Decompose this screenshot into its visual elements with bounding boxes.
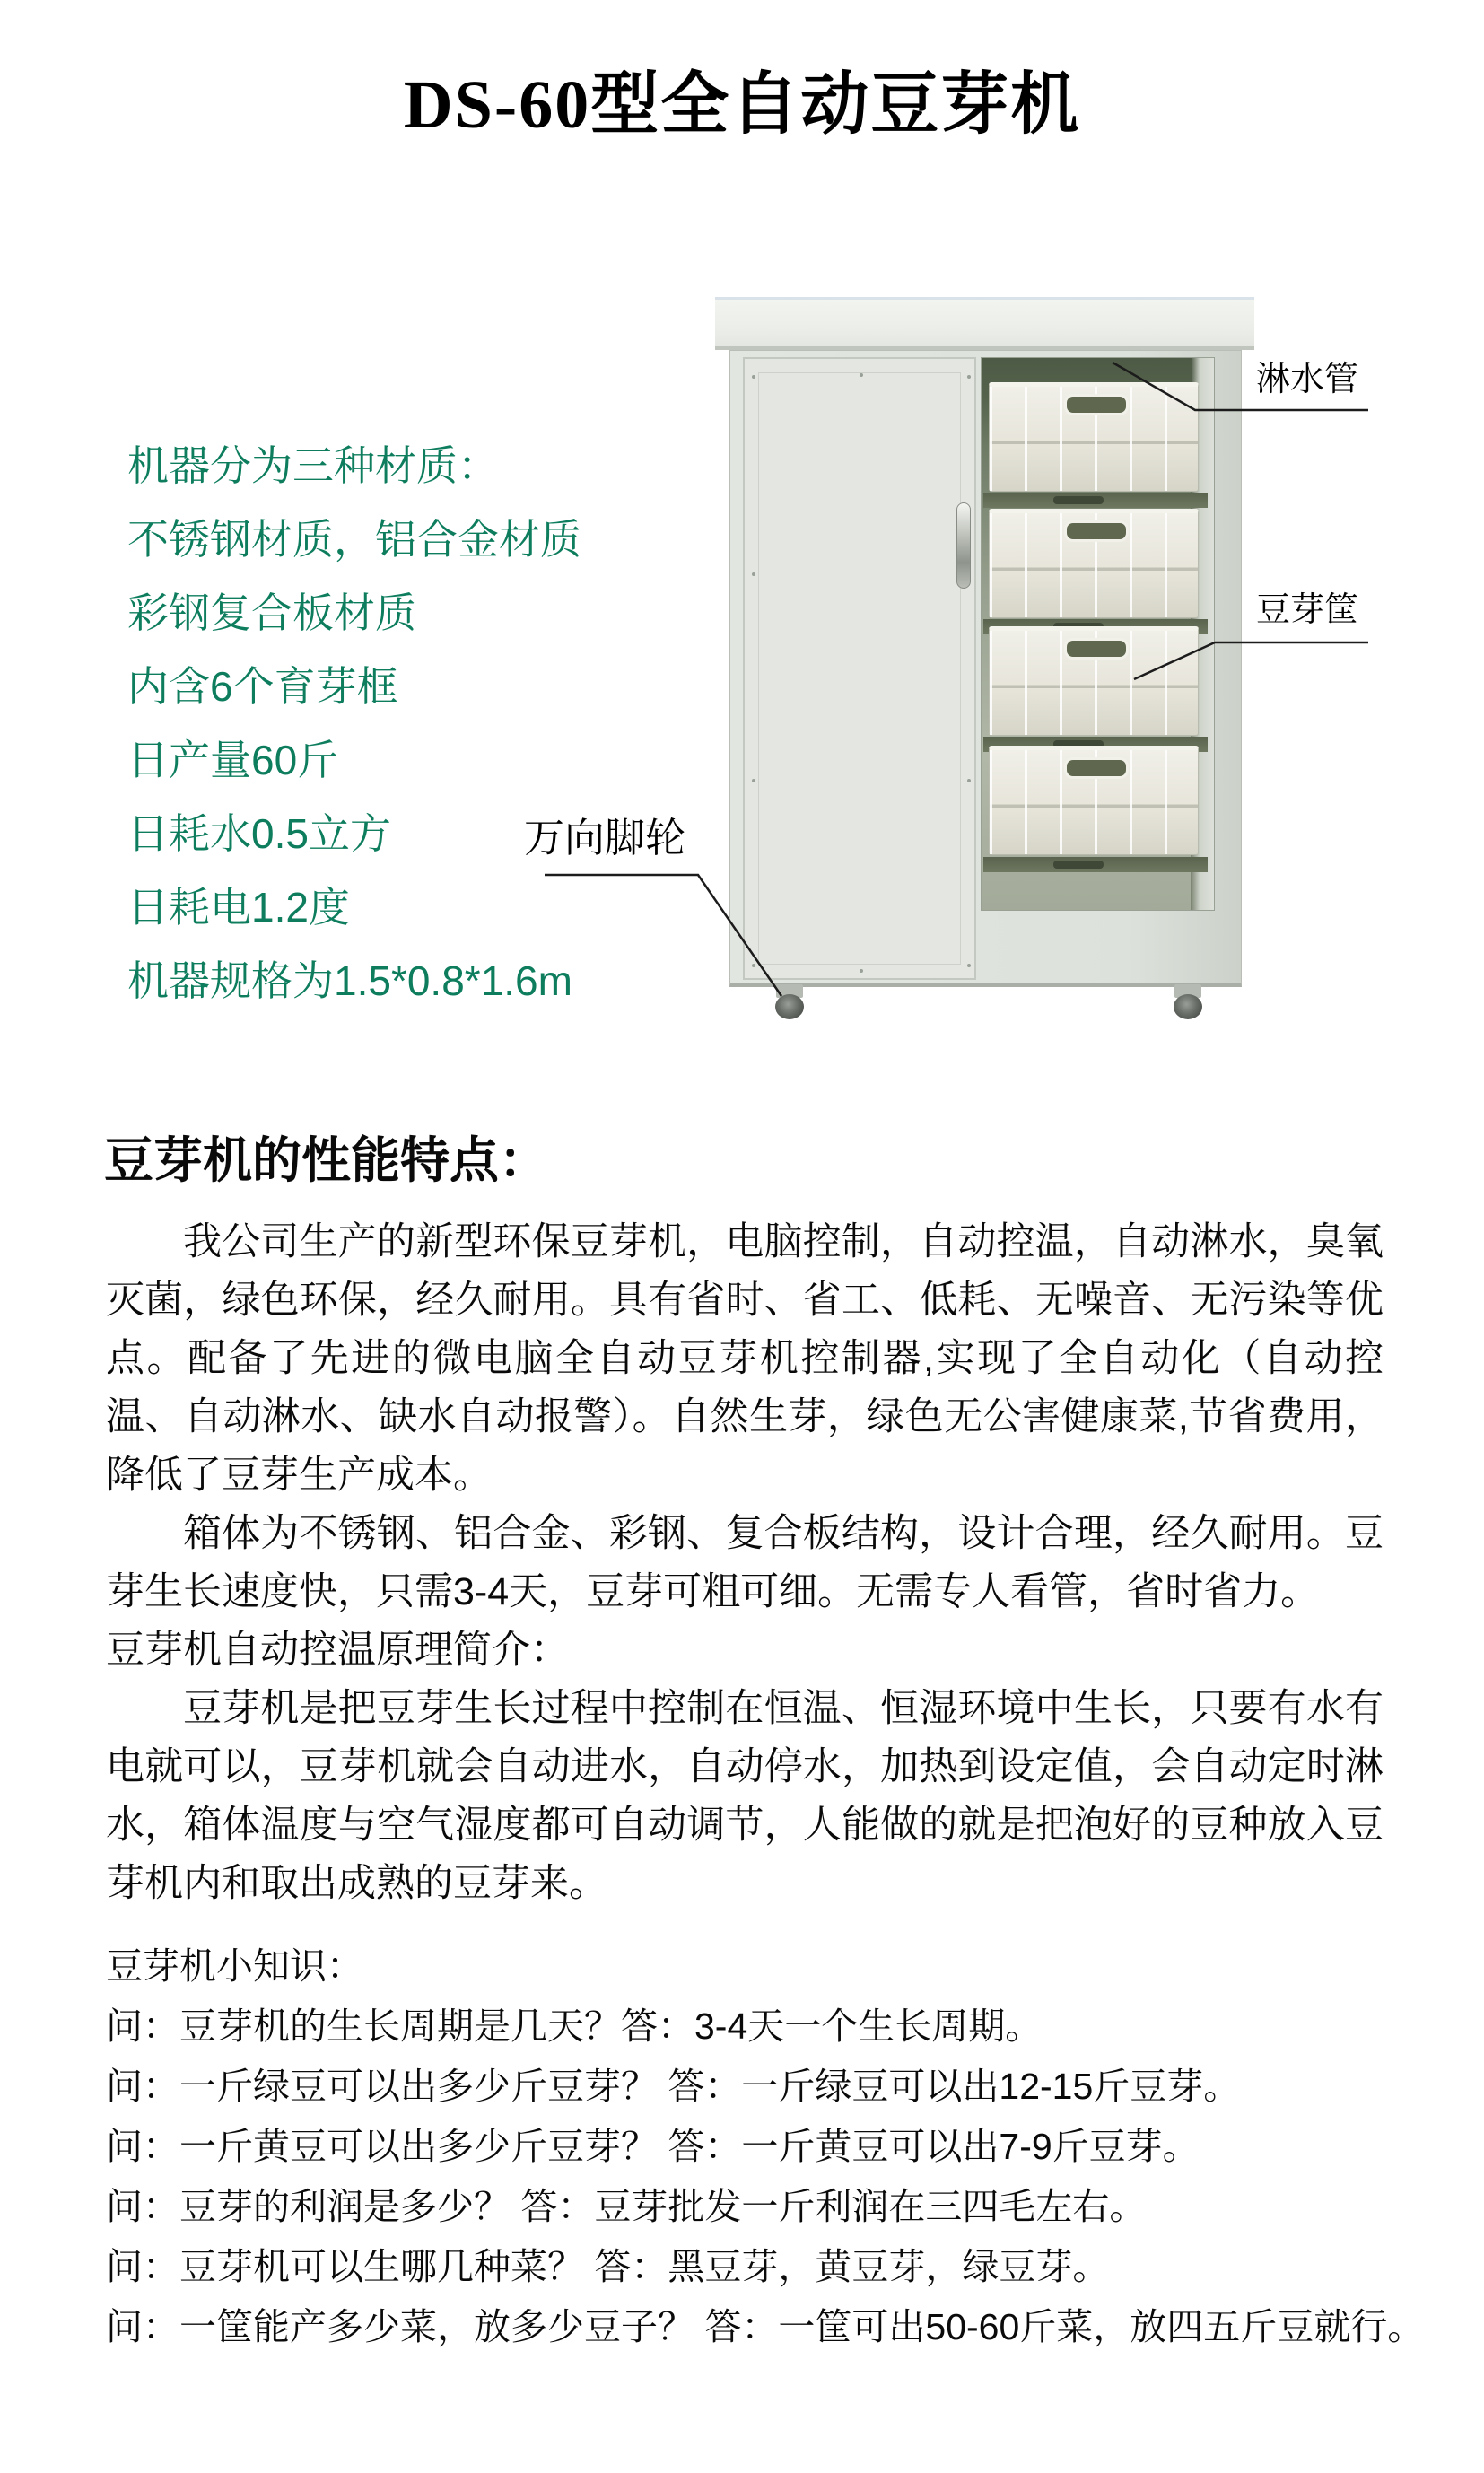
faq-section <box>106 1936 1425 2357</box>
spec-list <box>127 429 630 1018</box>
shelf-slot <box>1053 496 1104 504</box>
sprout-basket-label: 豆芽筐 <box>1256 591 1359 629</box>
spec-line-steel: 不锈钢材质，铝合金材质 <box>127 516 581 563</box>
spec-line-power: 日耗电1.2度 <box>127 884 350 931</box>
machine-door <box>743 357 976 980</box>
spec-line-materials: 机器分为三种材质： <box>127 442 499 489</box>
sprout-crate <box>989 626 1199 736</box>
caster-wheel <box>768 984 811 1020</box>
shelf-gap <box>983 493 1208 508</box>
caster-wheel-tire <box>775 994 804 1019</box>
caster-wheel <box>1166 984 1209 1020</box>
shelf-slot <box>1053 861 1104 869</box>
crate-handle-slot <box>1064 757 1129 779</box>
sprout-crate <box>989 382 1199 492</box>
machine-roof <box>715 297 1254 350</box>
crate-handle-slot <box>1064 520 1129 542</box>
spec-line-trays: 内含6个育芽框 <box>127 663 398 710</box>
door-screws <box>752 375 755 379</box>
crate-handle-slot <box>1064 394 1129 415</box>
spec-line-panel: 彩钢复合板材质 <box>127 590 416 636</box>
faq-item-types: 问：豆芽机可以生哪几种菜？ 答：黑豆芽，黄豆芽，绿豆芽。 <box>106 2246 1110 2287</box>
principle-paragraph: 豆芽机是把豆芽生长过程中控制在恒温、恒湿环境中生长，只要有水有电就可以，豆芽机就会自动进水，自动停水，加热到设定值，会自动定时淋水，箱体温度与空气湿度都可自动调节，人能做的就是把泡好的豆种放入豆芽机内和取出成熟的豆芽来。 <box>106 1687 1384 1905</box>
principle-heading: 豆芽机自动控温原理简介： <box>106 1629 569 1672</box>
water-pipe-label: 淋水管 <box>1256 361 1359 398</box>
features-paragraph-1: 我公司生产的新型环保豆芽机，电脑控制，自动控温，自动淋水，臭氧灭菌，绿色环保，经久耐用。具有省时、省工、低耗、无噪音、无污染等优点。配备了先进的微电脑全自动豆芽机控制器,实现了全自动化（自动控温、自动淋水、缺水自动报警）。自然生芽，绿色无公害健康菜,节省费用，降低了豆芽生产成本。 <box>106 1220 1384 1497</box>
spec-line-output: 日产量60斤 <box>127 737 339 783</box>
caster-label: 万向脚轮 <box>524 815 686 861</box>
features-heading: 豆芽机的性能特点： <box>104 1132 549 1188</box>
door-handle-icon <box>956 502 971 589</box>
spec-line-water: 日耗水0.5立方 <box>127 810 391 857</box>
faq-heading: 豆芽机小知识： <box>106 1945 363 1987</box>
spec-line-size: 机器规格为1.5*0.8*1.6m <box>127 957 572 1004</box>
faq-item-basket-yield: 问：一筐能产多少菜，放多少豆子？ 答：一筐可出50-60斤菜，放四五斤豆就行。 <box>106 2306 1425 2347</box>
faq-item-soybean: 问：一斤黄豆可以出多少斤豆芽？ 答：一斤黄豆可以出7-9斤豆芽。 <box>106 2126 1200 2167</box>
features-body <box>106 1213 1384 1913</box>
page-title: DS-60型全自动豆芽机 <box>403 67 1081 143</box>
basket-compartment <box>981 357 1215 911</box>
caster-wheel-tire <box>1174 994 1202 1019</box>
sprout-crate <box>989 509 1199 618</box>
crate-handle-slot <box>1064 638 1129 660</box>
door-inner-frame <box>758 372 961 965</box>
shelf-gap <box>983 857 1208 872</box>
sprout-crate <box>989 746 1199 855</box>
faq-item-cycle: 问：豆芽机的生长周期是几天？答：3-4天一个生长周期。 <box>106 2005 1043 2047</box>
faq-item-mungbean: 问：一斤绿豆可以出多少斤豆芽？ 答：一斤绿豆可以出12-15斤豆芽。 <box>106 2066 1241 2107</box>
features-paragraph-2: 箱体为不锈钢、铝合金、彩钢、复合板结构，设计合理，经久耐用。豆芽生长速度快，只需3-4天，豆芽可粗可细。无需专人看管，省时省力。 <box>106 1512 1384 1613</box>
faq-item-profit: 问：豆芽的利润是多少？ 答：豆芽批发一斤利润在三四毛左右。 <box>106 2186 1147 2227</box>
